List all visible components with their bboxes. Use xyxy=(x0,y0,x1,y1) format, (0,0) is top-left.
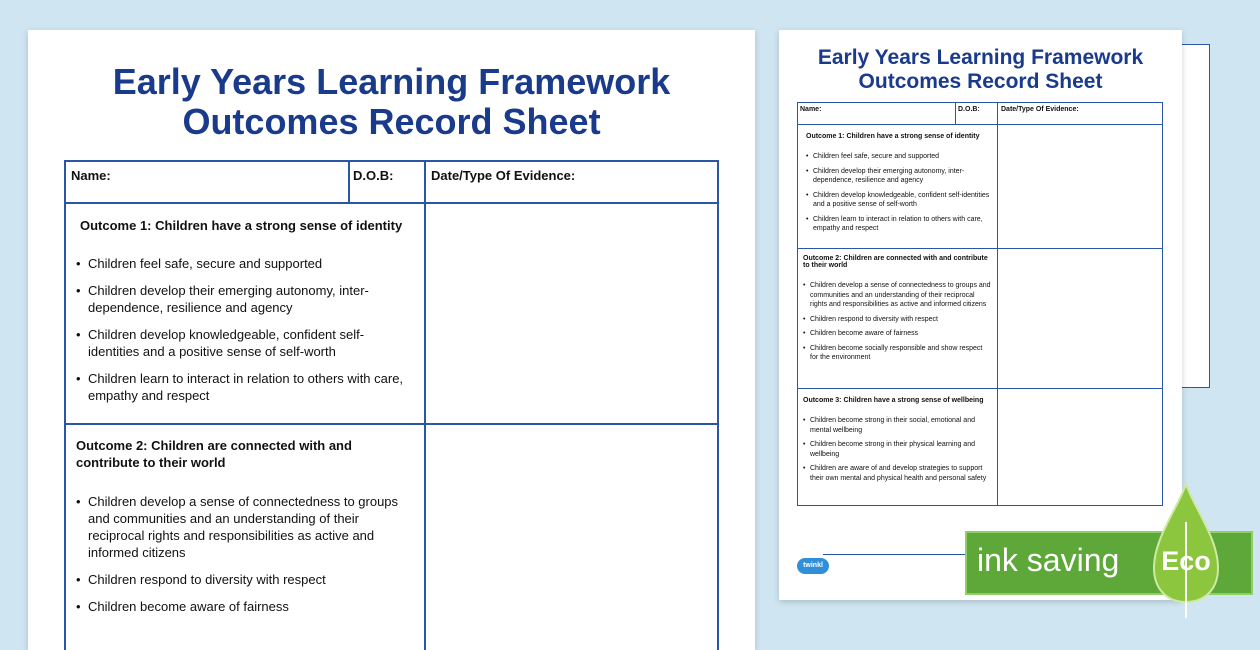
title-line-2: Outcomes Record Sheet xyxy=(182,101,601,143)
list-item: • Children become aware of fairness xyxy=(76,598,410,615)
list-item: • Children develop their emerging autonomy, inter-dependence, resilience and agency xyxy=(76,282,410,316)
name-cell xyxy=(798,103,956,125)
dob-cell xyxy=(350,162,426,204)
evidence-label: Date/Type Of Evidence: xyxy=(431,168,576,183)
list-item: • Children develop a sense of connectedness to groups and communities and an understanding of their reciprocal rights and responsibilities as active and informed citizens xyxy=(803,281,991,310)
record-sheet-small xyxy=(779,30,1182,600)
list-item: • Children become aware of fairness xyxy=(803,329,991,339)
list-item: • Children are aware of and develop strategies to support their own mental and physical health and personal safety xyxy=(803,464,991,483)
outcome-1-list xyxy=(76,255,410,404)
list-item: • Children become strong in their social, emotional and mental wellbeing xyxy=(803,416,991,435)
list-item: • Children develop knowledgeable, confident self-identities and a positive sense of self-worth xyxy=(806,191,991,210)
outcome-3-cell xyxy=(798,389,998,505)
evidence-header-cell xyxy=(426,162,717,204)
sheet-title-small xyxy=(779,46,1182,93)
outcome-2-evidence-cell xyxy=(998,249,1162,389)
list-item: • Children develop a sense of connectedness to groups and communities and an understanding of their reciprocal rights and responsibilities as active and informed citizens xyxy=(76,493,410,561)
outcome-1-evidence-cell xyxy=(998,125,1162,249)
name-label: Name: xyxy=(71,168,111,183)
sheet-title xyxy=(28,62,755,143)
list-item: • Children learn to interact in relation to others with care, empathy and respect xyxy=(806,215,991,234)
outcome-1-cell xyxy=(798,125,998,249)
outcome-2-title: Outcome 2: Children are connected with and contribute to their world xyxy=(76,438,352,470)
evidence-header-cell xyxy=(998,103,1162,125)
list-item: • Children become socially responsible and show respect for the environment xyxy=(803,344,991,363)
outcome-1-cell xyxy=(66,204,426,425)
outcome-2-list xyxy=(76,493,410,615)
outcome-2-cell xyxy=(66,425,426,650)
list-item: • Children learn to interact in relation to others with care, empathy and respect xyxy=(76,370,410,404)
outcome-1-title: Outcome 1: Children have a strong sense of identity xyxy=(806,133,980,140)
title-line-1: Early Years Learning Framework xyxy=(112,61,671,102)
outcome-2-title: Outcome 2: Children are connected with and contribute to their world xyxy=(803,255,988,269)
outcome-3-evidence-cell xyxy=(998,389,1162,505)
evidence-label: Date/Type Of Evidence: xyxy=(1001,106,1079,113)
list-item: • Children feel safe, secure and supported xyxy=(76,255,410,272)
record-table-small xyxy=(797,102,1163,506)
dob-cell xyxy=(956,103,998,125)
title-line-2: Outcomes Record Sheet xyxy=(858,69,1103,93)
ink-saving-text: ink saving xyxy=(977,542,1120,578)
outcome-1-title: Outcome 1: Children have a strong sense of identity xyxy=(80,218,403,233)
name-cell xyxy=(66,162,350,204)
list-item: • Children become strong in their physical learning and wellbeing xyxy=(803,440,991,459)
name-label: Name: xyxy=(800,106,822,113)
dob-label: D.O.B: xyxy=(353,168,394,183)
outcome-1-list xyxy=(806,152,991,234)
record-sheet-large xyxy=(28,30,755,650)
background-sheet-edge xyxy=(1178,44,1210,388)
twinkl-logo: twinkl xyxy=(797,558,829,574)
outcome-2-evidence-cell xyxy=(426,425,717,650)
outcome-2-cell xyxy=(798,249,998,389)
outcome-2-list xyxy=(803,281,991,363)
record-table xyxy=(64,160,719,650)
outcome-3-list xyxy=(803,416,991,483)
outcome-3-title: Outcome 3: Children have a strong sense of wellbeing xyxy=(803,397,984,404)
title-line-1: Early Years Learning Framework xyxy=(817,46,1144,69)
list-item: • Children respond to diversity with respect xyxy=(76,571,410,588)
list-item: • Children feel safe, secure and supported xyxy=(806,152,991,162)
footer-line xyxy=(823,554,973,555)
outcome-1-evidence-cell xyxy=(426,204,717,425)
list-item: • Children develop knowledgeable, confident self-identities and a positive sense of self-worth xyxy=(76,326,410,360)
list-item: • Children develop their emerging autonomy, inter-dependence, resilience and agency xyxy=(806,167,991,186)
list-item: • Children respond to diversity with respect xyxy=(803,315,991,325)
eco-label: Eco xyxy=(1161,546,1211,576)
dob-label: D.O.B: xyxy=(958,106,980,113)
